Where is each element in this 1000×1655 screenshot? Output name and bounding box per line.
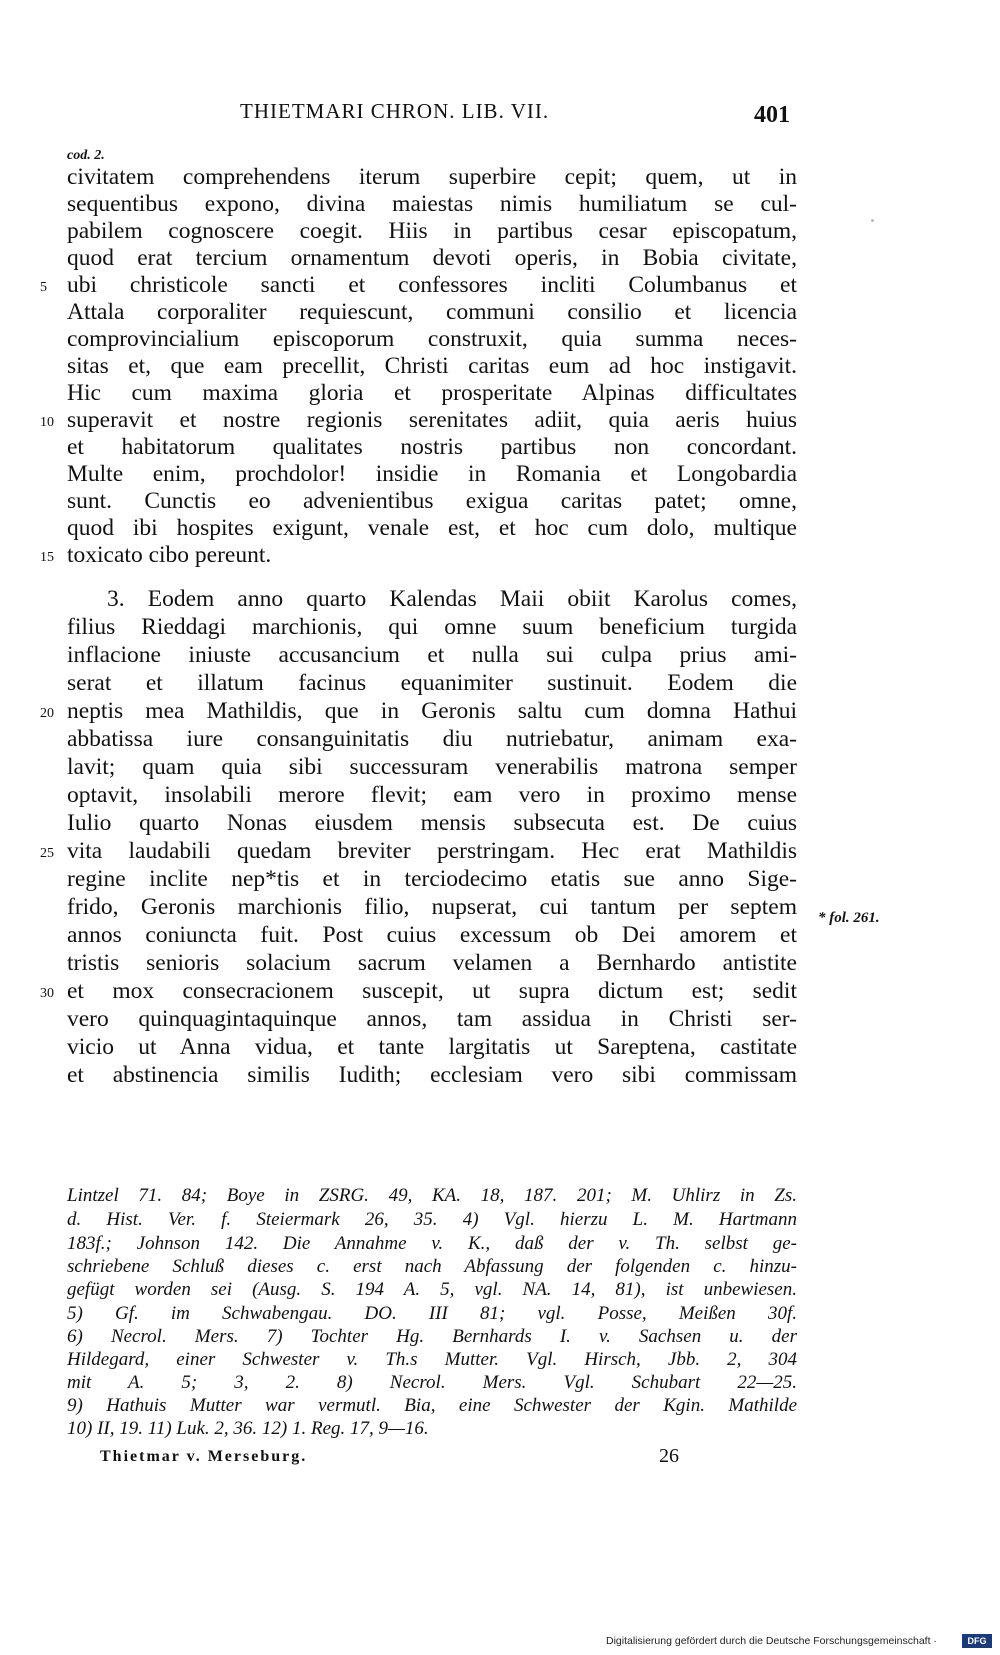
line-number: 10 xyxy=(40,415,54,430)
text-line: tristis senioris solacium sacrum velamen a Bernhardo antistite xyxy=(67,950,797,976)
text-line: quod ibi hospites exigunt, venale est, et hoc cum dolo, multique xyxy=(67,515,797,541)
footnote-line: 9) Hathuis Mutter war vermutl. Bia, eine Schwester der Kgin. Mathilde xyxy=(67,1395,797,1416)
text-line: regine inclite nep*tis et in terciodecimo etatis sue anno Sige- xyxy=(67,866,797,892)
section-start-line: 3. Eodem anno quarto Kalendas Maii obiit Karolus comes, xyxy=(107,586,797,612)
text-line: abbatissa iure consanguinitatis diu nutriebatur, animam exa- xyxy=(67,726,797,752)
text-line: ubi christicole sancti et confessores incliti Columbanus et xyxy=(67,272,797,298)
line-number: 30 xyxy=(40,986,54,1001)
printer-signature: Thietmar v. Merseburg. xyxy=(100,1448,308,1465)
footnote-line: schriebene Schluß dieses c. erst nach Abfassung der folgenden c. hinzu- xyxy=(67,1256,797,1277)
dfg-logo: DFG xyxy=(962,1634,992,1648)
footnote-line: 5) Gf. im Schwabengau. DO. III 81; vgl. Posse, Meißen 30f. xyxy=(67,1303,797,1324)
footnote-line: d. Hist. Ver. f. Steiermark 26, 35. 4) Vgl. hierzu L. M. Hartmann xyxy=(67,1209,797,1230)
text-line: toxicato cibo pereunt. xyxy=(67,542,272,568)
text-line: sitas et, que eam precellit, Christi caritas eum ad hoc instigavit. xyxy=(67,353,797,379)
text-line: inflacione iniuste accusancium et nulla sui culpa prius ami- xyxy=(67,642,797,668)
line-number: 20 xyxy=(40,706,54,721)
footnote-line: 6) Necrol. Mers. 7) Tochter Hg. Bernhards I. v. Sachsen u. der xyxy=(67,1326,797,1347)
signature-number: 26 xyxy=(659,1445,679,1467)
text-line: serat et illatum facinus equanimiter sustinuit. Eodem die xyxy=(67,670,797,696)
line-number: 15 xyxy=(40,550,54,565)
codex-note: cod. 2. xyxy=(67,148,105,163)
text-line: Attala corporaliter requiescunt, communi consilio et licencia xyxy=(67,299,797,325)
footnote-line: Hildegard, einer Schwester v. Th.s Mutter. Vgl. Hirsch, Jbb. 2, 304 xyxy=(67,1349,797,1370)
margin-folio-note: * fol. 261. xyxy=(818,910,880,926)
footnote-line: 183f.; Johnson 142. Die Annahme v. K., daß der v. Th. selbst ge- xyxy=(67,1233,797,1254)
text-line: vicio ut Anna vidua, et tante largitatis ut Sareptena, castitate xyxy=(67,1034,797,1060)
paper-speck xyxy=(871,219,874,222)
line-number: 5 xyxy=(40,280,47,295)
footnote-line: gefügt worden sei (Ausg. S. 194 A. 5, vgl. NA. 14, 81), ist unbewiesen. xyxy=(67,1279,797,1300)
text-line: superavit et nostre regionis serenitates adiit, quia aeris huius xyxy=(67,407,797,433)
running-header: THIETMARI CHRON. LIB. VII. xyxy=(240,99,550,123)
text-line: frido, Geronis marchionis filio, nupserat, cui tantum per septem xyxy=(67,894,797,920)
text-line: vita laudabili quedam breviter perstringam. Hec erat Mathildis xyxy=(67,838,797,864)
text-line: quod erat tercium ornamentum devoti operis, in Bobia civitate, xyxy=(67,245,797,271)
text-line: et habitatorum qualitates nostris partibus non concordant. xyxy=(67,434,797,460)
page-number: 401 xyxy=(754,102,790,128)
text-line: neptis mea Mathildis, que in Geronis saltu cum domna Hathui xyxy=(67,698,797,724)
text-line: filius Rieddagi marchionis, qui omne suum beneficium turgida xyxy=(67,614,797,640)
footnote-line: 10) II, 19. 11) Luk. 2, 36. 12) 1. Reg. 17, 9—16. xyxy=(67,1418,429,1439)
text-line: sunt. Cunctis eo advenientibus exigua caritas patet; omne, xyxy=(67,488,797,514)
text-line: optavit, insolabili merore flevit; eam vero in proximo mense xyxy=(67,782,797,808)
text-line: annos coniuncta fuit. Post cuius excessum ob Dei amorem et xyxy=(67,922,797,948)
text-line: comprovincialium episcoporum construxit, quia summa neces- xyxy=(67,326,797,352)
text-line: sequentibus expono, divina maiestas nimis humiliatum se cul- xyxy=(67,191,797,217)
text-line: Iulio quarto Nonas eiusdem mensis subsecuta est. De cuius xyxy=(67,810,797,836)
footnote-line: Lintzel 71. 84; Boye in ZSRG. 49, KA. 18, 187. 201; M. Uhlirz in Zs. xyxy=(67,1185,797,1206)
line-number: 25 xyxy=(40,846,54,861)
text-line: et mox consecracionem suscepit, ut supra dictum est; sedit xyxy=(67,978,797,1004)
text-line: et abstinencia similis Iudith; ecclesiam vero sibi commissam xyxy=(67,1062,797,1088)
footnote-line: mit A. 5; 3, 2. 8) Necrol. Mers. Vgl. Schubart 22—25. xyxy=(67,1372,797,1393)
text-line: lavit; quam quia sibi successuram venerabilis matrona semper xyxy=(67,754,797,780)
text-line: Multe enim, prochdolor! insidie in Romania et Longobardia xyxy=(67,461,797,487)
text-line: Hic cum maxima gloria et prosperitate Alpinas difficultates xyxy=(67,380,797,406)
text-line: pabilem cognoscere coegit. Hiis in partibus cesar episcopatum, xyxy=(67,218,797,244)
text-line: vero quinquagintaquinque annos, tam assidua in Christi ser- xyxy=(67,1006,797,1032)
digitization-credit: Digitalisierung gefördert durch die Deutsche Forschungsgemeinschaft · xyxy=(606,1635,937,1647)
text-line: civitatem comprehendens iterum superbire cepit; quem, ut in xyxy=(67,164,797,190)
